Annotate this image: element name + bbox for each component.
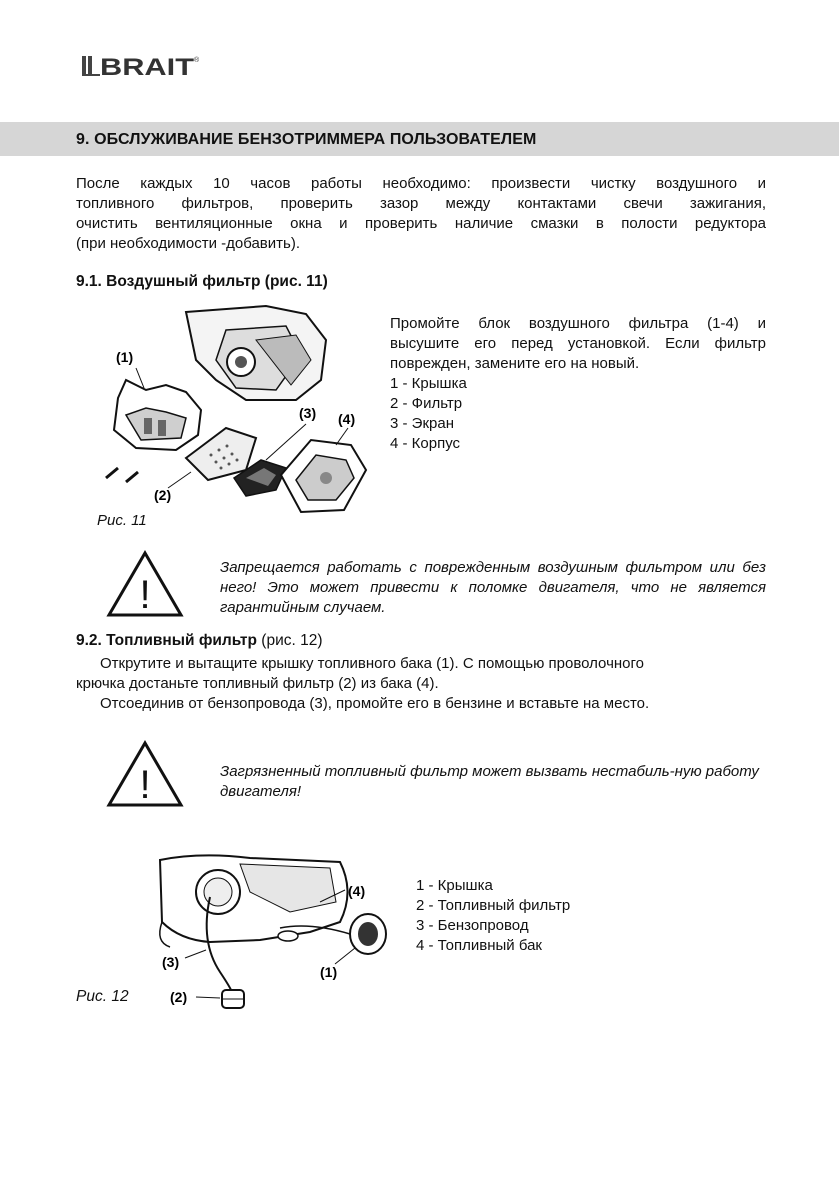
list-item: 4 - Топливный бак (416, 937, 542, 954)
intro-line: очистить вентиляционные окна и проверить наличие смазки в полости редуктора (76, 215, 766, 232)
warning-icon (106, 740, 184, 808)
intro-line: (при необходимости -добавить). (76, 235, 300, 252)
air-filter-warning: Запрещается работать с поврежденным воздушным фильтром или без него! Это может привести к поломке двигателя, что не является гарантийным случаем. (220, 559, 766, 616)
fuel-filter-paragraph (76, 654, 766, 714)
fuel-filter-text-line: Открутите и вытащите крышку топливного бака (1). С помощью проволочного (100, 655, 644, 672)
figure-label: (1) (320, 964, 338, 980)
list-item: 3 - Экран (390, 415, 454, 432)
air-filter-figure (96, 300, 376, 525)
figure-11-caption: Рис. 11 (97, 512, 147, 529)
figure-label: (4) (338, 411, 356, 427)
brand-name: BRAIT (100, 54, 195, 80)
fuel-filter-text-line: Отсоединив от бензопровода (3), промойте его в бензине и вставьте на место. (100, 695, 650, 712)
air-filter-description: Промойте блок воздушного фильтра (1-4) и высушите его перед установкой. Если фильтр поврежден, замените его на новый. (390, 315, 766, 372)
fuel-filter-parts-list (416, 876, 570, 956)
intro-paragraph (76, 174, 766, 254)
list-item: 2 - Топливный фильтр (416, 897, 571, 914)
figure-label: (3) (299, 405, 317, 421)
figure-label: (2) (154, 487, 172, 503)
svg-text:!: ! (139, 763, 151, 807)
section-title: 9. ОБСЛУЖИВАНИЕ БЕНЗОТРИММЕРА ПОЛЬЗОВАТЕЛЕМ (76, 131, 537, 148)
list-item: 1 - Крышка (416, 877, 493, 894)
intro-line: После каждых 10 часов работы необходимо: произвести чистку воздушного и (76, 175, 766, 192)
warning-icon (106, 550, 184, 618)
list-item: 3 - Бензопровод (416, 917, 529, 934)
brand-logo (82, 52, 202, 80)
air-filter-title: 9.1. Воздушный фильтр (рис. 11) (76, 273, 328, 290)
svg-text:®: ® (194, 57, 200, 64)
fuel-filter-title: 9.2. Топливный фильтр (рис. 12) (76, 632, 323, 649)
figure-label: (4) (348, 883, 366, 899)
list-item: 4 - Корпус (390, 435, 461, 452)
fuel-filter-warning: Загрязненный топливный фильтр может вызвать нестабиль-ную работу двигателя! (220, 763, 759, 800)
air-filter-text (390, 314, 766, 454)
figure-label: (2) (170, 989, 188, 1005)
intro-line: топливного фильтров, проверить зазор между контактами свечи зажигания, (76, 195, 766, 212)
list-item: 1 - Крышка (390, 375, 467, 392)
figure-label: (3) (162, 954, 180, 970)
figure-12-caption: Рис. 12 (76, 988, 129, 1005)
svg-text:!: ! (139, 573, 151, 617)
fuel-filter-text-line: крючка достаньте топливный фильтр (2) из бака (4). (76, 675, 439, 692)
fuel-filter-figure (140, 852, 390, 1017)
figure-label: (1) (116, 349, 134, 365)
list-item: 2 - Фильтр (390, 395, 463, 412)
